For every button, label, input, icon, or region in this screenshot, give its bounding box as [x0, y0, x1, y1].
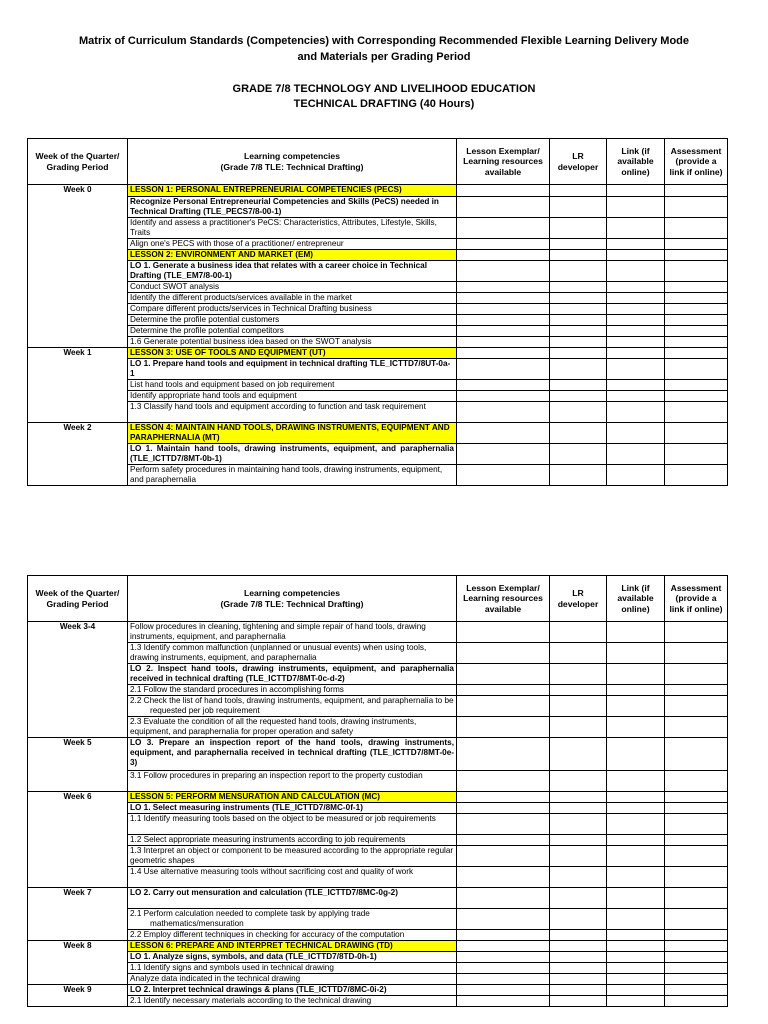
table-row: [28, 996, 728, 1007]
learning-outcome: LO 2. Carry out mensuration and calculation (TLE_ICTTD7/8MC-0g-2): [128, 888, 457, 909]
empty-cell: [607, 622, 665, 643]
header-assessment: Assessment (provide a link if online): [665, 576, 728, 622]
empty-cell: [665, 771, 728, 792]
empty-cell: [550, 239, 607, 250]
table-row: [28, 261, 728, 282]
competency-item: List hand tools and equipment based on job requirement: [128, 380, 457, 391]
empty-cell: [550, 717, 607, 738]
empty-cell: [457, 846, 550, 867]
competency-item: 2.2 Employ different techniques in checking for accuracy of the computation: [128, 930, 457, 941]
empty-cell: [457, 835, 550, 846]
empty-cell: [550, 250, 607, 261]
competency-item: Follow procedures in cleaning, tightening and simple repair of hand tools, drawing instruments, equipment, and paraphernalia: [128, 622, 457, 643]
empty-cell: [550, 835, 607, 846]
table-row: [28, 185, 728, 197]
empty-cell: [607, 717, 665, 738]
empty-cell: [457, 197, 550, 218]
empty-cell: [457, 261, 550, 282]
table-row: [28, 664, 728, 685]
table-row: [28, 717, 728, 738]
empty-cell: [665, 909, 728, 930]
table-row: [28, 250, 728, 261]
empty-cell: [665, 315, 728, 326]
table-row: [28, 218, 728, 239]
competency-item: 2.1 Perform calculation needed to complete task by applying trade mathematics/mensuration: [128, 909, 457, 930]
empty-cell: [665, 696, 728, 717]
empty-cell: [457, 444, 550, 465]
lesson-heading: LESSON 5: PERFORM MENSURATION AND CALCULATION (MC): [128, 792, 457, 803]
learning-outcome: LO 2. Inspect hand tools, drawing instruments, equipment, and paraphernalia received in technical drafting (TLE_ICTTD7/8MT-0c-d-2): [128, 664, 457, 685]
empty-cell: [665, 337, 728, 348]
table-row: [28, 282, 728, 293]
competency-item: 1.1 Identify signs and symbols used in technical drawing: [128, 963, 457, 974]
week-cell: Week 6: [28, 792, 128, 888]
empty-cell: [665, 738, 728, 771]
competency-item: 1.4 Use alternative measuring tools without sacrificing cost and quality of work: [128, 867, 457, 888]
learning-outcome: LO 1. Maintain hand tools, drawing instruments, equipment, and paraphernalia (TLE_ICTTD7/8MT-0b-1): [128, 444, 457, 465]
empty-cell: [607, 261, 665, 282]
empty-cell: [607, 282, 665, 293]
header-lr-developer: LR developer: [550, 576, 607, 622]
empty-cell: [665, 282, 728, 293]
empty-cell: [665, 359, 728, 380]
empty-cell: [457, 974, 550, 985]
empty-cell: [550, 391, 607, 402]
table-row: [28, 348, 728, 359]
table-row: [28, 738, 728, 771]
empty-cell: [607, 391, 665, 402]
empty-cell: [457, 664, 550, 685]
week-cell: Week 8: [28, 941, 128, 985]
week-cell: Week 1: [28, 348, 128, 423]
empty-cell: [607, 197, 665, 218]
empty-cell: [457, 909, 550, 930]
competency-item: 1.3 Interpret an object or component to be measured according to the appropriate regular geometric shapes: [128, 846, 457, 867]
empty-cell: [457, 348, 550, 359]
empty-cell: [665, 803, 728, 814]
empty-cell: [665, 963, 728, 974]
header-lesson-exemplar: Lesson Exemplar/ Learning resources available: [457, 576, 550, 622]
empty-cell: [665, 326, 728, 337]
week-cell: Week 3-4: [28, 622, 128, 738]
competency-item: 1.2 Select appropriate measuring instruments according to job requirements: [128, 835, 457, 846]
empty-cell: [665, 846, 728, 867]
empty-cell: [607, 326, 665, 337]
header-competencies-subtitle: (Grade 7/8 TLE: Technical Drafting): [220, 161, 364, 172]
learning-outcome: LO 1. Prepare hand tools and equipment in technical drafting TLE_ICTTD7/8UT-0a-1: [128, 359, 457, 380]
empty-cell: [607, 444, 665, 465]
header-learning-competencies: [128, 576, 457, 622]
header-competencies-title: Learning competencies: [244, 588, 340, 598]
empty-cell: [550, 696, 607, 717]
empty-cell: [665, 391, 728, 402]
empty-cell: [457, 941, 550, 952]
empty-cell: [457, 985, 550, 996]
empty-cell: [607, 293, 665, 304]
empty-cell: [665, 985, 728, 996]
empty-cell: [550, 643, 607, 664]
competency-item: Determine the profile potential customers: [128, 315, 457, 326]
empty-cell: [550, 380, 607, 391]
competency-item: 1.1 Identify measuring tools based on the object to be measured or job requirements: [128, 814, 457, 835]
empty-cell: [550, 985, 607, 996]
empty-cell: [457, 337, 550, 348]
empty-cell: [607, 239, 665, 250]
empty-cell: [607, 909, 665, 930]
empty-cell: [607, 359, 665, 380]
empty-cell: [550, 930, 607, 941]
table-row: [28, 846, 728, 867]
learning-outcome: LO 1. Analyze signs, symbols, and data (TLE_ICTTD7/8TD-0h-1): [128, 952, 457, 963]
table-row: [28, 963, 728, 974]
competency-item: Compare different products/services in Technical Drafting business: [128, 304, 457, 315]
empty-cell: [457, 465, 550, 486]
empty-cell: [457, 685, 550, 696]
empty-cell: [550, 803, 607, 814]
empty-cell: [607, 952, 665, 963]
grade-heading: GRADE 7/8 TECHNOLOGY AND LIVELIHOOD EDUCATION: [232, 83, 536, 95]
empty-cell: [607, 930, 665, 941]
table-row: [28, 771, 728, 792]
empty-cell: [665, 888, 728, 909]
empty-cell: [550, 846, 607, 867]
empty-cell: [457, 239, 550, 250]
empty-cell: [607, 985, 665, 996]
lesson-heading: LESSON 3: USE OF TOOLS AND EQUIPMENT (UT): [128, 348, 457, 359]
empty-cell: [665, 304, 728, 315]
empty-cell: [607, 643, 665, 664]
empty-cell: [457, 814, 550, 835]
empty-cell: [457, 391, 550, 402]
empty-cell: [607, 963, 665, 974]
competency-item: 2.1 Follow the standard procedures in accomplishing forms: [128, 685, 457, 696]
empty-cell: [607, 888, 665, 909]
table-row: [28, 402, 728, 423]
lesson-heading: LESSON 2: ENVIRONMENT AND MARKET (EM): [128, 250, 457, 261]
empty-cell: [665, 250, 728, 261]
empty-cell: [457, 293, 550, 304]
empty-cell: [665, 974, 728, 985]
empty-cell: [607, 814, 665, 835]
empty-cell: [457, 963, 550, 974]
empty-cell: [665, 185, 728, 197]
empty-cell: [607, 423, 665, 444]
competency-item: 1.3 Identify common malfunction (unplanned or unusual events) when using tools, drawing instruments, equipment, and paraphernalia: [128, 643, 457, 664]
empty-cell: [607, 304, 665, 315]
empty-cell: [665, 952, 728, 963]
learning-outcome: LO 1. Generate a business idea that relates with a career choice in Technical Drafting (TLE_EM7/8-00-1): [128, 261, 457, 282]
empty-cell: [550, 315, 607, 326]
learning-outcome: Recognize Personal Entrepreneurial Competencies and Skills (PeCS) needed in Technical Drafting (TLE_PECS7/8-00-1): [128, 197, 457, 218]
competency-item: Identify the different products/services available in the market: [128, 293, 457, 304]
empty-cell: [607, 380, 665, 391]
empty-cell: [457, 696, 550, 717]
table-row: [28, 197, 728, 218]
empty-cell: [665, 835, 728, 846]
learning-outcome: LO 1. Select measuring instruments (TLE_ICTTD7/8MC-0f-1): [128, 803, 457, 814]
empty-cell: [607, 846, 665, 867]
empty-cell: [665, 197, 728, 218]
empty-cell: [550, 867, 607, 888]
header-competencies-subtitle: (Grade 7/8 TLE: Technical Drafting): [220, 598, 364, 609]
empty-cell: [550, 326, 607, 337]
empty-cell: [457, 423, 550, 444]
empty-cell: [550, 402, 607, 423]
empty-cell: [607, 185, 665, 197]
lesson-heading: LESSON 1: PERSONAL ENTREPRENEURIAL COMPETENCIES (PECS): [128, 185, 457, 197]
table-row: [28, 941, 728, 952]
empty-cell: [457, 315, 550, 326]
lesson-heading: LESSON 4: MAINTAIN HAND TOOLS, DRAWING INSTRUMENTS, EQUIPMENT AND PARAPHERNALIA (MT): [128, 423, 457, 444]
empty-cell: [457, 930, 550, 941]
empty-cell: [607, 974, 665, 985]
empty-cell: [550, 185, 607, 197]
table-row: [28, 465, 728, 486]
empty-cell: [550, 996, 607, 1007]
empty-cell: [550, 444, 607, 465]
table-row: [28, 909, 728, 930]
document-title-line-1: Matrix of Curriculum Standards (Competencies) with Corresponding Recommended Flexible Learning Delivery Mode: [79, 35, 689, 47]
learning-outcome: LO 3. Prepare an inspection report of the hand tools, drawing instruments, equipment, and paraphernalia received in technical drafting (TLE_ICTTD7/8MT-0e-3): [128, 738, 457, 771]
empty-cell: [607, 803, 665, 814]
empty-cell: [550, 685, 607, 696]
learning-outcome: LO 2. Interpret technical drawings & plans (TLE_ICTTD7/8MC-0i-2): [128, 985, 457, 996]
table-row: [28, 391, 728, 402]
week-cell: Week 2: [28, 423, 128, 486]
table-row: [28, 814, 728, 835]
competency-item: 2.3 Evaluate the condition of all the requested hand tools, drawing instruments, equipment, and paraphernalia for proper operation and safety: [128, 717, 457, 738]
empty-cell: [665, 380, 728, 391]
table-row: [28, 867, 728, 888]
empty-cell: [457, 304, 550, 315]
table-row: [28, 974, 728, 985]
table-row: [28, 835, 728, 846]
empty-cell: [550, 952, 607, 963]
empty-cell: [607, 867, 665, 888]
empty-cell: [665, 930, 728, 941]
competency-item: 2.2 Check the list of hand tools, drawing instruments, equipment, and paraphernalia to be requested per job requirement: [128, 696, 457, 717]
empty-cell: [607, 771, 665, 792]
table-row: [28, 315, 728, 326]
empty-cell: [457, 622, 550, 643]
empty-cell: [550, 261, 607, 282]
week-cell: Week 9: [28, 985, 128, 1007]
table-row: [28, 423, 728, 444]
empty-cell: [607, 738, 665, 771]
header-link: Link (if available online): [607, 576, 665, 622]
empty-cell: [607, 402, 665, 423]
curriculum-matrix-table-1: [27, 138, 728, 486]
empty-cell: [607, 465, 665, 486]
empty-cell: [665, 239, 728, 250]
empty-cell: [550, 359, 607, 380]
empty-cell: [550, 963, 607, 974]
empty-cell: [457, 250, 550, 261]
curriculum-matrix-table-2: [27, 575, 728, 1007]
empty-cell: [607, 835, 665, 846]
empty-cell: [550, 792, 607, 803]
empty-cell: [550, 304, 607, 315]
competency-item: Perform safety procedures in maintaining hand tools, drawing instruments, equipment, and paraphernalia: [128, 465, 457, 486]
empty-cell: [665, 444, 728, 465]
empty-cell: [665, 941, 728, 952]
table-header-row: [28, 576, 728, 622]
empty-cell: [607, 996, 665, 1007]
empty-cell: [607, 941, 665, 952]
header-assessment: Assessment (provide a link if online): [665, 139, 728, 185]
table-header-row: [28, 139, 728, 185]
competency-item: Identify and assess a practitioner's PeCS: Characteristics, Attributes, Lifestyle, Skills, Traits: [128, 218, 457, 239]
empty-cell: [457, 643, 550, 664]
subject-heading: TECHNICAL DRAFTING (40 Hours): [293, 98, 475, 110]
empty-cell: [550, 941, 607, 952]
table-row: [28, 952, 728, 963]
empty-cell: [457, 738, 550, 771]
empty-cell: [665, 717, 728, 738]
table-row: [28, 304, 728, 315]
table-row: [28, 792, 728, 803]
empty-cell: [665, 867, 728, 888]
table-row: [28, 930, 728, 941]
competency-item: Analyze data indicated in the technical drawing: [128, 974, 457, 985]
empty-cell: [550, 282, 607, 293]
empty-cell: [457, 996, 550, 1007]
empty-cell: [550, 814, 607, 835]
competency-item: Conduct SWOT analysis: [128, 282, 457, 293]
empty-cell: [550, 888, 607, 909]
lesson-heading: LESSON 6: PREPARE AND INTERPRET TECHNICAL DRAWING (TD): [128, 941, 457, 952]
empty-cell: [665, 261, 728, 282]
header-week: Week of the Quarter/ Grading Period: [28, 139, 128, 185]
header-lr-developer: LR developer: [550, 139, 607, 185]
empty-cell: [665, 622, 728, 643]
empty-cell: [457, 218, 550, 239]
table-row: [28, 643, 728, 664]
competency-item: 2.1 Identify necessary materials according to the technical drawing: [128, 996, 457, 1007]
table-row: [28, 985, 728, 996]
empty-cell: [607, 315, 665, 326]
empty-cell: [457, 888, 550, 909]
empty-cell: [457, 185, 550, 197]
empty-cell: [665, 996, 728, 1007]
empty-cell: [550, 738, 607, 771]
empty-cell: [665, 465, 728, 486]
table-row: [28, 622, 728, 643]
competency-item: Determine the profile potential competitors: [128, 326, 457, 337]
table-row: [28, 359, 728, 380]
empty-cell: [607, 337, 665, 348]
header-week: Week of the Quarter/ Grading Period: [28, 576, 128, 622]
empty-cell: [607, 664, 665, 685]
competency-item: 1.6 Generate potential business idea based on the SWOT analysis: [128, 337, 457, 348]
empty-cell: [665, 348, 728, 359]
empty-cell: [665, 685, 728, 696]
competency-item: Identify appropriate hand tools and equipment: [128, 391, 457, 402]
empty-cell: [550, 664, 607, 685]
week-cell: Week 5: [28, 738, 128, 792]
empty-cell: [457, 359, 550, 380]
empty-cell: [550, 218, 607, 239]
header-competencies-title: Learning competencies: [244, 151, 340, 161]
empty-cell: [550, 337, 607, 348]
empty-cell: [607, 685, 665, 696]
empty-cell: [665, 643, 728, 664]
empty-cell: [457, 380, 550, 391]
table-row: [28, 326, 728, 337]
empty-cell: [550, 423, 607, 444]
empty-cell: [550, 197, 607, 218]
header-lesson-exemplar: Lesson Exemplar/ Learning resources available: [457, 139, 550, 185]
empty-cell: [665, 423, 728, 444]
empty-cell: [665, 402, 728, 423]
empty-cell: [457, 952, 550, 963]
table-row: [28, 444, 728, 465]
empty-cell: [665, 814, 728, 835]
empty-cell: [550, 348, 607, 359]
empty-cell: [457, 803, 550, 814]
table-row: [28, 380, 728, 391]
table-row: [28, 696, 728, 717]
empty-cell: [665, 293, 728, 304]
empty-cell: [550, 622, 607, 643]
week-cell: Week 7: [28, 888, 128, 941]
empty-cell: [607, 696, 665, 717]
empty-cell: [457, 717, 550, 738]
week-cell: Week 0: [28, 185, 128, 348]
empty-cell: [457, 282, 550, 293]
empty-cell: [457, 867, 550, 888]
empty-cell: [457, 326, 550, 337]
table-row: [28, 293, 728, 304]
header-link: Link (if available online): [607, 139, 665, 185]
header-learning-competencies: [128, 139, 457, 185]
empty-cell: [550, 909, 607, 930]
competency-item: 3.1 Follow procedures in preparing an inspection report to the property custodian: [128, 771, 457, 792]
empty-cell: [607, 218, 665, 239]
empty-cell: [550, 465, 607, 486]
table-row: [28, 685, 728, 696]
empty-cell: [550, 771, 607, 792]
empty-cell: [457, 792, 550, 803]
empty-cell: [607, 250, 665, 261]
table-row: [28, 337, 728, 348]
empty-cell: [550, 974, 607, 985]
empty-cell: [457, 402, 550, 423]
empty-cell: [607, 348, 665, 359]
competency-item: 1.3 Classify hand tools and equipment according to function and task requirement: [128, 402, 457, 423]
table-row: [28, 803, 728, 814]
empty-cell: [665, 792, 728, 803]
empty-cell: [457, 771, 550, 792]
empty-cell: [665, 218, 728, 239]
empty-cell: [550, 293, 607, 304]
empty-cell: [607, 792, 665, 803]
table-row: [28, 239, 728, 250]
competency-item: Align one's PECS with those of a practitioner/ entrepreneur: [128, 239, 457, 250]
empty-cell: [665, 664, 728, 685]
document-title-line-2: and Materials per Grading Period: [297, 51, 471, 63]
table-row: [28, 888, 728, 909]
